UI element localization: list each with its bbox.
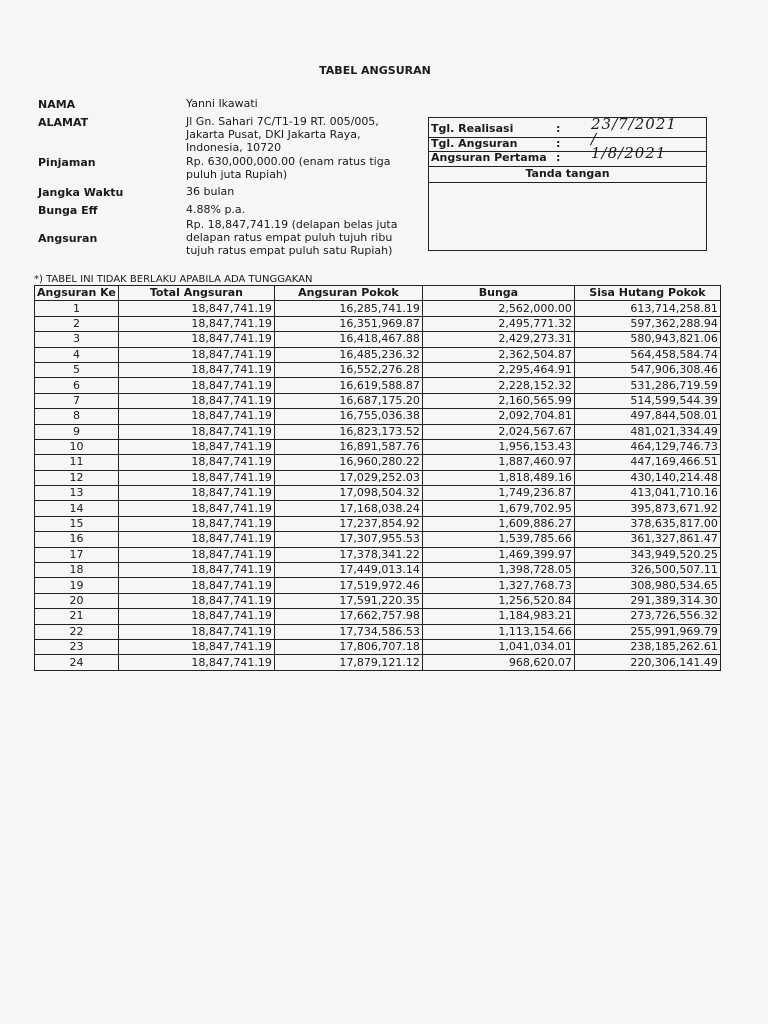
cell-angsuran-pokok: 17,806,707.18 [274,639,422,654]
cell-angsuran-ke: 23 [35,639,119,654]
cell-bunga: 2,160,565.99 [422,393,574,408]
bunga-eff-value: 4.88% p.a. [186,203,246,216]
table-row [35,470,721,485]
angsuran-value [186,218,401,257]
table-row [35,424,721,439]
alamat-line-1: Jl Gn. Sahari 7C/T1-19 RT. 005/005, [186,115,379,128]
cell-sisa-hutang-pokok: 378,635,817.00 [574,516,720,531]
signature-box [428,117,707,251]
cell-angsuran-pokok: 17,098,504.32 [274,486,422,501]
cell-bunga: 1,041,034.01 [422,639,574,654]
table-row [35,347,721,362]
pinjaman-line-1: Rp. 630,000,000.00 (enam ratus tiga [186,155,391,168]
cell-bunga: 2,495,771.32 [422,316,574,331]
cell-angsuran-ke: 2 [35,316,119,331]
angsuran-line-1: Rp. 18,847,741.19 (delapan belas juta [186,218,398,231]
cell-total-angsuran: 18,847,741.19 [118,639,274,654]
cell-angsuran-ke: 6 [35,378,119,393]
cell-total-angsuran: 18,847,741.19 [118,593,274,608]
angsuran-label: Angsuran [38,232,98,245]
cell-bunga: 2,362,504.87 [422,347,574,362]
cell-angsuran-ke: 7 [35,393,119,408]
table-row [35,563,721,578]
cell-angsuran-pokok: 17,591,220.35 [274,593,422,608]
angsuran-line-3: tujuh ratus empat puluh satu Rupiah) [186,244,393,257]
cell-angsuran-pokok: 16,755,036.38 [274,409,422,424]
cell-angsuran-pokok: 16,960,280.22 [274,455,422,470]
table-row [35,409,721,424]
cell-bunga: 2,092,704.81 [422,409,574,424]
divider [429,182,706,183]
cell-bunga: 1,113,154.66 [422,624,574,639]
colon: : [556,137,561,150]
cell-angsuran-ke: 16 [35,532,119,547]
cell-bunga: 2,024,567.67 [422,424,574,439]
cell-angsuran-ke: 24 [35,655,119,670]
cell-angsuran-pokok: 16,891,587.76 [274,439,422,454]
table-row [35,516,721,531]
cell-bunga: 2,562,000.00 [422,301,574,316]
cell-angsuran-pokok: 17,734,586.53 [274,624,422,639]
cell-angsuran-ke: 12 [35,470,119,485]
cell-angsuran-ke: 3 [35,332,119,347]
cell-angsuran-pokok: 17,662,757.98 [274,609,422,624]
table-row [35,655,721,670]
header-bunga: Bunga [422,286,574,301]
cell-sisa-hutang-pokok: 238,185,262.61 [574,639,720,654]
cell-bunga: 1,539,785.66 [422,532,574,547]
cell-total-angsuran: 18,847,741.19 [118,563,274,578]
header-angsuran-ke: Angsuran Ke [35,286,119,301]
cell-angsuran-ke: 18 [35,563,119,578]
cell-total-angsuran: 18,847,741.19 [118,439,274,454]
cell-angsuran-ke: 10 [35,439,119,454]
cell-sisa-hutang-pokok: 343,949,520.25 [574,547,720,562]
header-sisa-hutang-pokok: Sisa Hutang Pokok [574,286,720,301]
cell-angsuran-pokok: 17,519,972.46 [274,578,422,593]
cell-total-angsuran: 18,847,741.19 [118,609,274,624]
tgl-realisasi-handwritten: 23/7/2021 [591,115,677,133]
cell-sisa-hutang-pokok: 326,500,507.11 [574,563,720,578]
colon: : [556,151,561,164]
table-row [35,609,721,624]
cell-total-angsuran: 18,847,741.19 [118,470,274,485]
cell-sisa-hutang-pokok: 220,306,141.49 [574,655,720,670]
cell-angsuran-pokok: 16,687,175.20 [274,393,422,408]
cell-angsuran-ke: 13 [35,486,119,501]
cell-sisa-hutang-pokok: 447,169,466.51 [574,455,720,470]
cell-angsuran-ke: 20 [35,593,119,608]
tgl-angsuran-label: Tgl. Angsuran [431,137,518,150]
cell-angsuran-ke: 22 [35,624,119,639]
tgl-realisasi-label: Tgl. Realisasi [431,122,514,135]
cell-angsuran-pokok: 16,485,236.32 [274,347,422,362]
table-row [35,532,721,547]
pinjaman-label: Pinjaman [38,156,96,169]
cell-total-angsuran: 18,847,741.19 [118,316,274,331]
cell-total-angsuran: 18,847,741.19 [118,547,274,562]
table-row [35,578,721,593]
cell-bunga: 1,818,489.16 [422,470,574,485]
cell-total-angsuran: 18,847,741.19 [118,393,274,408]
alamat-line-3: Indonesia, 10720 [186,141,282,154]
cell-sisa-hutang-pokok: 255,991,969.79 [574,624,720,639]
cell-angsuran-pokok: 17,168,038.24 [274,501,422,516]
cell-angsuran-ke: 15 [35,516,119,531]
cell-sisa-hutang-pokok: 413,041,710.16 [574,486,720,501]
cell-total-angsuran: 18,847,741.19 [118,486,274,501]
header-total-angsuran: Total Angsuran [118,286,274,301]
cell-total-angsuran: 18,847,741.19 [118,655,274,670]
cell-angsuran-ke: 1 [35,301,119,316]
cell-angsuran-pokok: 17,237,854.92 [274,516,422,531]
cell-bunga: 1,956,153.43 [422,439,574,454]
cell-total-angsuran: 18,847,741.19 [118,301,274,316]
cell-angsuran-ke: 5 [35,362,119,377]
cell-angsuran-ke: 9 [35,424,119,439]
disclaimer-note: *) TABEL INI TIDAK BERLAKU APABILA ADA TUNGGAKAN [34,274,313,285]
table-row [35,486,721,501]
page-title: TABEL ANGSURAN [319,64,431,77]
table-row [35,378,721,393]
cell-angsuran-pokok: 16,418,467.88 [274,332,422,347]
cell-bunga: 1,184,983.21 [422,609,574,624]
cell-total-angsuran: 18,847,741.19 [118,332,274,347]
table-row [35,439,721,454]
cell-sisa-hutang-pokok: 514,599,544.39 [574,393,720,408]
cell-angsuran-pokok: 17,307,955.53 [274,532,422,547]
nama-value: Yanni Ikawati [186,97,258,110]
cell-total-angsuran: 18,847,741.19 [118,624,274,639]
cell-total-angsuran: 18,847,741.19 [118,455,274,470]
cell-total-angsuran: 18,847,741.19 [118,378,274,393]
cell-total-angsuran: 18,847,741.19 [118,578,274,593]
cell-angsuran-pokok: 17,378,341.22 [274,547,422,562]
table-row [35,455,721,470]
cell-bunga: 1,398,728.05 [422,563,574,578]
tgl-angsuran-handwritten: / [591,130,598,148]
cell-sisa-hutang-pokok: 580,943,821.06 [574,332,720,347]
installment-table [34,285,721,671]
cell-sisa-hutang-pokok: 395,873,671.92 [574,501,720,516]
cell-bunga: 1,256,520.84 [422,593,574,608]
cell-angsuran-ke: 14 [35,501,119,516]
cell-angsuran-pokok: 17,879,121.12 [274,655,422,670]
table-row [35,624,721,639]
table-row [35,501,721,516]
bunga-eff-label: Bunga Eff [38,204,98,217]
alamat-label: ALAMAT [38,116,89,129]
cell-total-angsuran: 18,847,741.19 [118,362,274,377]
cell-total-angsuran: 18,847,741.19 [118,347,274,362]
cell-sisa-hutang-pokok: 613,714,258.81 [574,301,720,316]
cell-total-angsuran: 18,847,741.19 [118,424,274,439]
table-row [35,332,721,347]
header-angsuran-pokok: Angsuran Pokok [274,286,422,301]
cell-bunga: 1,749,236.87 [422,486,574,501]
cell-sisa-hutang-pokok: 291,389,314.30 [574,593,720,608]
cell-angsuran-ke: 4 [35,347,119,362]
cell-total-angsuran: 18,847,741.19 [118,501,274,516]
jangka-waktu-label: Jangka Waktu [38,186,124,199]
cell-sisa-hutang-pokok: 430,140,214.48 [574,470,720,485]
pinjaman-line-2: puluh juta Rupiah) [186,168,288,181]
cell-angsuran-ke: 11 [35,455,119,470]
table-row [35,316,721,331]
cell-bunga: 1,887,460.97 [422,455,574,470]
cell-angsuran-pokok: 16,552,276.28 [274,362,422,377]
cell-angsuran-pokok: 16,285,741.19 [274,301,422,316]
cell-angsuran-pokok: 17,029,252.03 [274,470,422,485]
cell-total-angsuran: 18,847,741.19 [118,532,274,547]
cell-angsuran-pokok: 17,449,013.14 [274,563,422,578]
table-header-row [35,286,721,301]
nama-label: NAMA [38,98,76,111]
cell-bunga: 2,228,152.32 [422,378,574,393]
cell-angsuran-ke: 17 [35,547,119,562]
angsuran-line-2: delapan ratus empat puluh tujuh ribu [186,231,393,244]
cell-bunga: 968,620.07 [422,655,574,670]
table-row [35,547,721,562]
cell-sisa-hutang-pokok: 547,906,308.46 [574,362,720,377]
cell-total-angsuran: 18,847,741.19 [118,516,274,531]
cell-sisa-hutang-pokok: 497,844,508.01 [574,409,720,424]
colon: : [556,122,561,135]
angsuran-pertama-handwritten: 1/8/2021 [591,144,667,162]
table-row [35,639,721,654]
cell-sisa-hutang-pokok: 481,021,334.49 [574,424,720,439]
cell-sisa-hutang-pokok: 597,362,288.94 [574,316,720,331]
pinjaman-value [186,155,401,181]
cell-bunga: 2,429,273.31 [422,332,574,347]
cell-sisa-hutang-pokok: 361,327,861.47 [574,532,720,547]
cell-bunga: 1,609,886.27 [422,516,574,531]
cell-angsuran-ke: 21 [35,609,119,624]
cell-angsuran-pokok: 16,619,588.87 [274,378,422,393]
cell-bunga: 1,327,768.73 [422,578,574,593]
table-row [35,593,721,608]
alamat-value [186,115,401,154]
cell-bunga: 2,295,464.91 [422,362,574,377]
cell-angsuran-pokok: 16,823,173.52 [274,424,422,439]
cell-sisa-hutang-pokok: 531,286,719.59 [574,378,720,393]
cell-bunga: 1,679,702.95 [422,501,574,516]
table-row [35,393,721,408]
cell-angsuran-ke: 19 [35,578,119,593]
cell-sisa-hutang-pokok: 273,726,556.32 [574,609,720,624]
table-row [35,362,721,377]
cell-sisa-hutang-pokok: 564,458,584.74 [574,347,720,362]
cell-angsuran-ke: 8 [35,409,119,424]
angsuran-pertama-label: Angsuran Pertama [431,151,547,164]
jangka-waktu-value: 36 bulan [186,185,235,198]
tanda-tangan-label: Tanda tangan [525,167,610,180]
cell-sisa-hutang-pokok: 464,129,746.73 [574,439,720,454]
table-row [35,301,721,316]
cell-sisa-hutang-pokok: 308,980,534.65 [574,578,720,593]
cell-angsuran-pokok: 16,351,969.87 [274,316,422,331]
cell-bunga: 1,469,399.97 [422,547,574,562]
cell-total-angsuran: 18,847,741.19 [118,409,274,424]
alamat-line-2: Jakarta Pusat, DKI Jakarta Raya, [186,128,361,141]
